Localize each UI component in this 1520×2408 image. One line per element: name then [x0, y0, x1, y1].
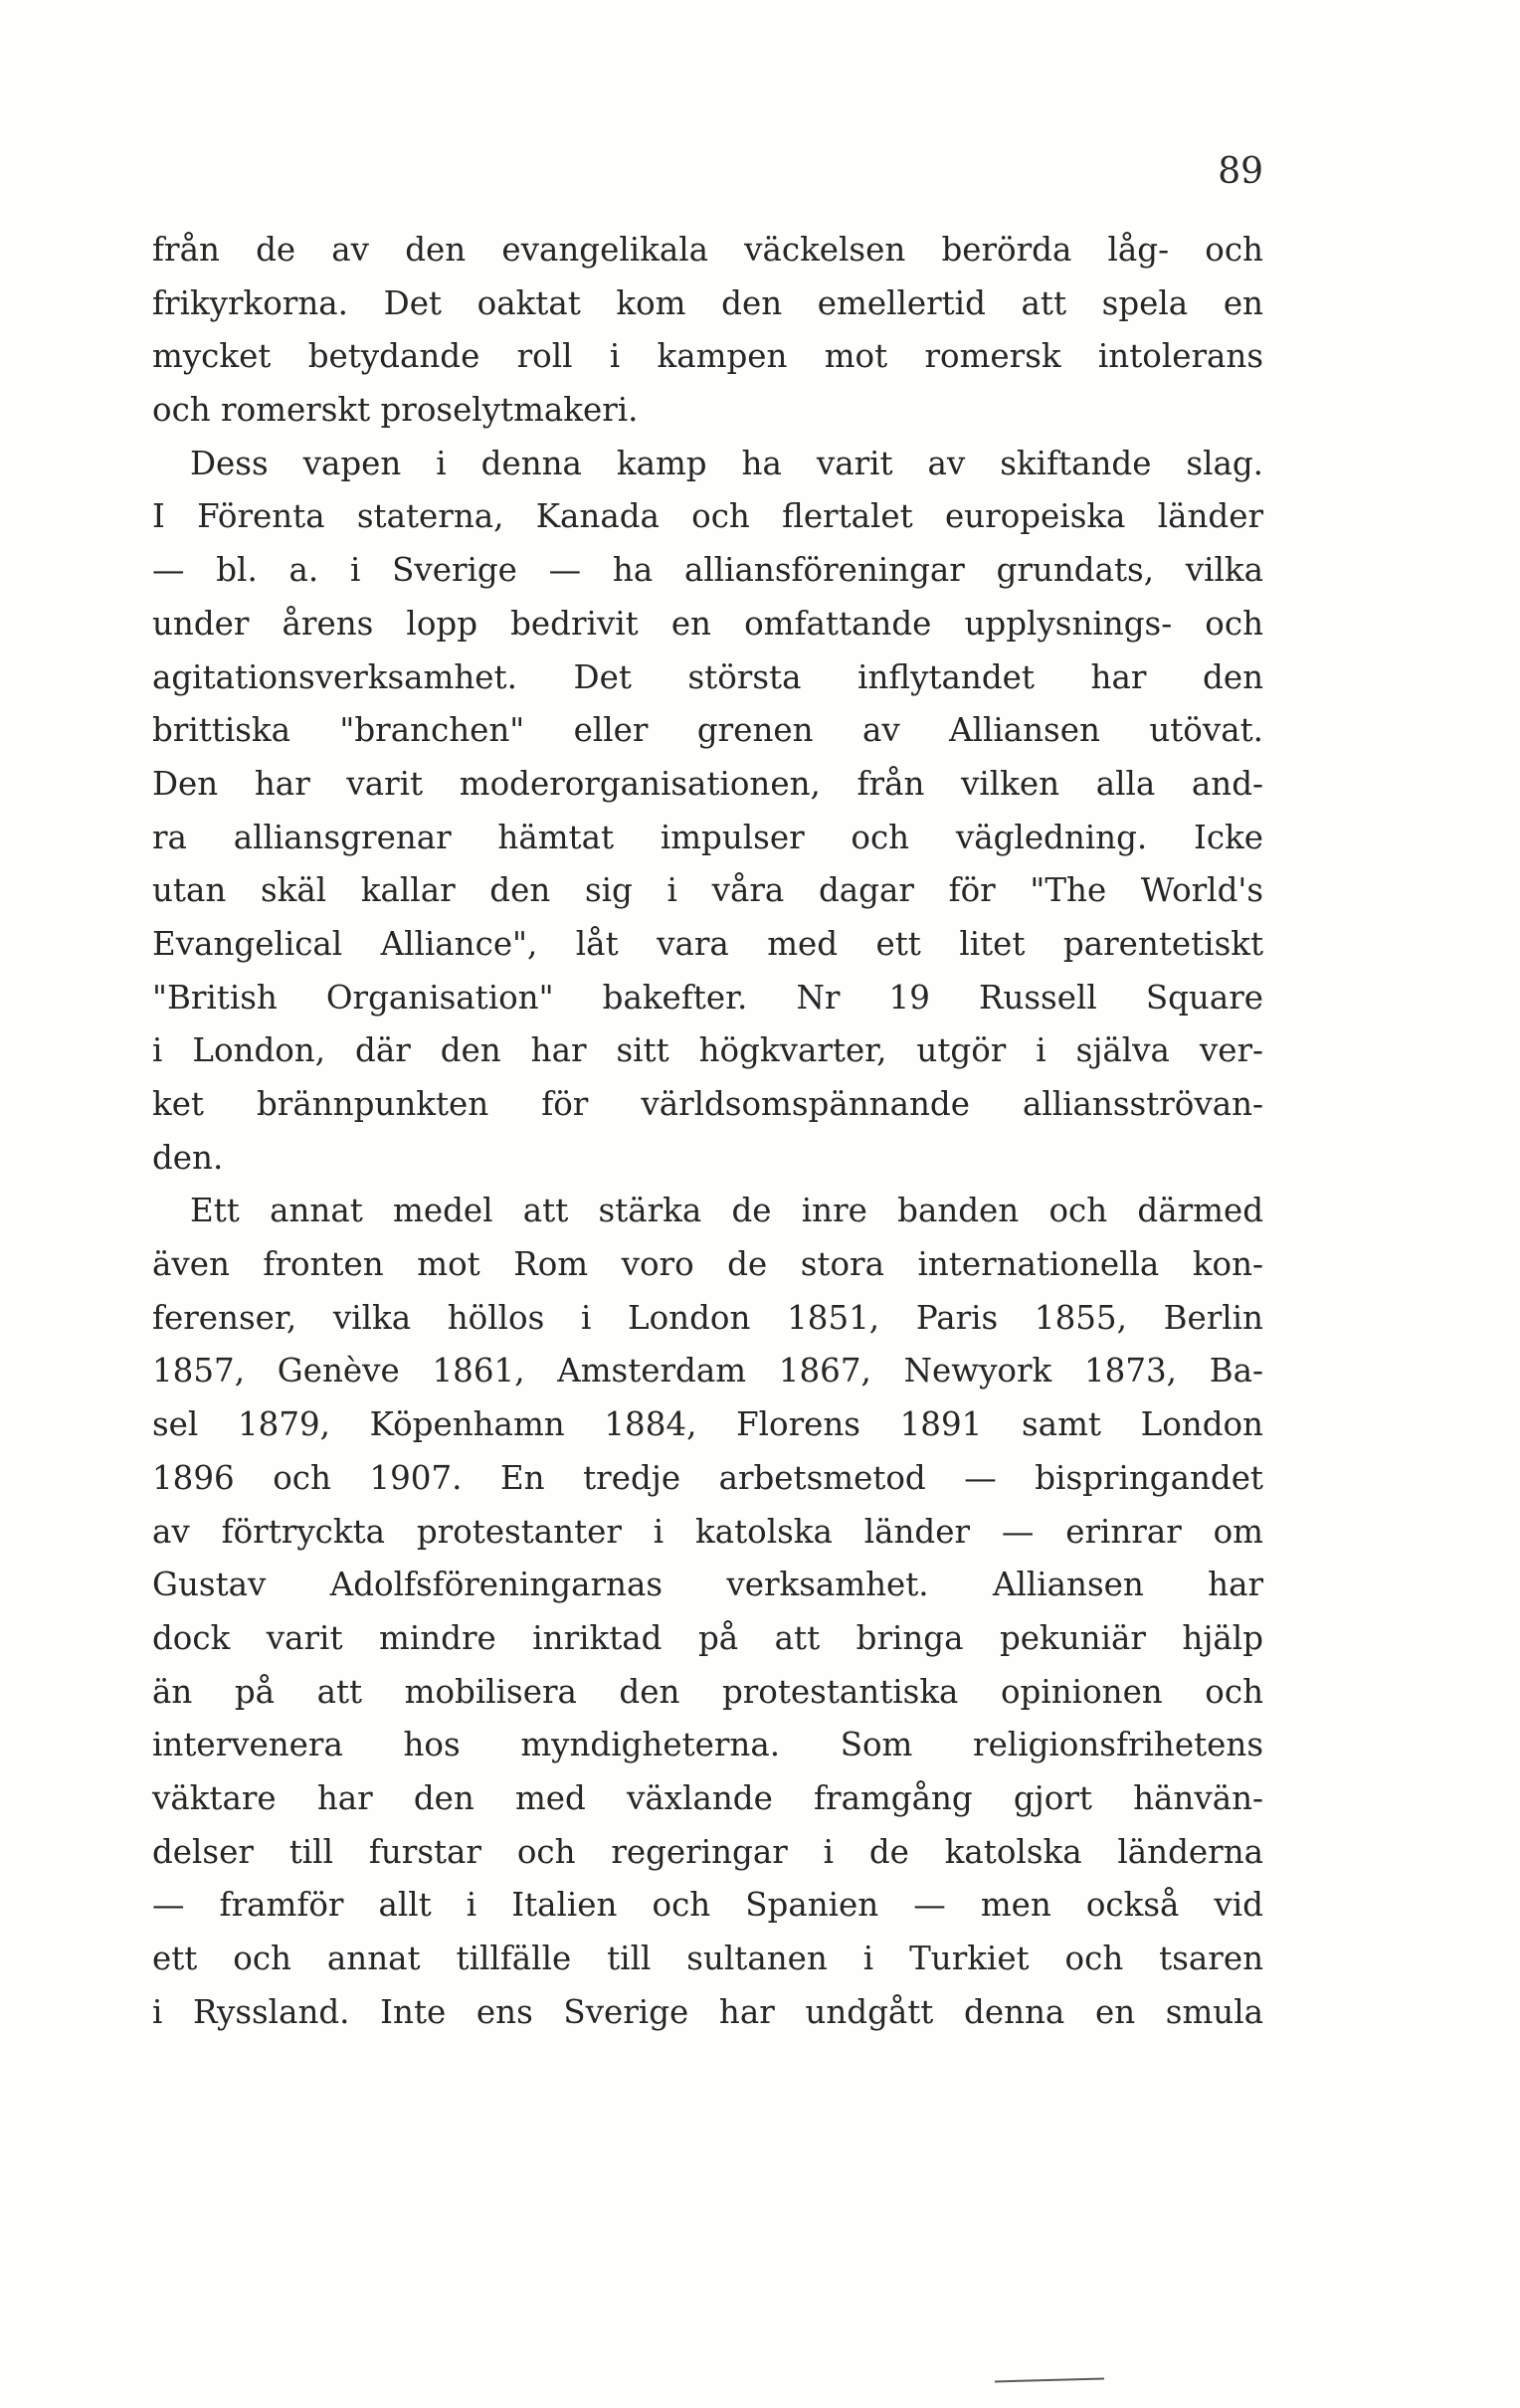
text-line: mycket betydande roll i kampen mot romersk intolerans — [152, 337, 1263, 376]
text-line: brittiska "branchen" eller grenen av Alliansen utövat. — [152, 711, 1263, 750]
body-text — [152, 224, 1263, 2039]
text-line: — framför allt i Italien och Spanien — men också vid — [152, 1886, 1263, 1925]
text-line: frikyrkorna. Det oaktat kom den emellertid att spela en — [152, 283, 1263, 322]
text-line: ra alliansgrenar hämtat impulser och vägledning. Icke — [152, 818, 1263, 856]
scan-mark — [995, 2378, 1104, 2383]
text-line: av förtryckta protestanter i katolska länder — erinrar om — [152, 1512, 1263, 1551]
text-line: än på att mobilisera den protestantiska opinionen och — [152, 1672, 1263, 1711]
text-line: även fronten mot Rom voro de stora internationella kon- — [152, 1245, 1263, 1284]
text-line: Dess vapen i denna kamp ha varit av skiftande slag. — [190, 444, 1263, 482]
text-line: utan skäl kallar den sig i våra dagar för "The World's — [152, 871, 1263, 910]
text-line: ferenser, vilka höllos i London 1851, Paris 1855, Berlin — [152, 1298, 1263, 1337]
text-line: agitationsverksamhet. Det största inflytandet har den — [152, 657, 1263, 696]
text-line: delser till furstar och regeringar i de katolska länderna — [152, 1832, 1263, 1871]
text-line: under årens lopp bedrivit en omfattande upplysnings- och — [152, 604, 1263, 643]
text-line: sel 1879, Köpenhamn 1884, Florens 1891 samt London — [152, 1405, 1263, 1444]
text-line: väktare har den med växlande framgång gjort hänvän- — [152, 1778, 1263, 1817]
text-line: I Förenta staterna, Kanada och flertalet europeiska länder — [152, 497, 1263, 536]
text-line: Gustav Adolfsföreningarnas verksamhet. Alliansen har — [152, 1566, 1263, 1604]
text-line: den. — [152, 1138, 224, 1177]
text-line: intervenera hos myndigheterna. Som religionsfrihetens — [152, 1726, 1263, 1764]
text-line: från de av den evangelikala väckelsen berörda låg- och — [152, 231, 1263, 269]
text-line: Evangelical Alliance", låt vara med ett litet parentetiskt — [152, 924, 1263, 963]
page-number: 89 — [1218, 151, 1263, 192]
text-line: i London, där den har sitt högkvarter, utgör i själva ver- — [152, 1031, 1263, 1070]
text-line: i Ryssland. Inte ens Sverige har undgått denna en smula — [152, 1992, 1263, 2031]
text-line: 1896 och 1907. En tredje arbetsmetod — bispringandet — [152, 1458, 1263, 1497]
text-line: ket brännpunkten för världsomspännande alliansströvan- — [152, 1085, 1263, 1123]
text-line: och romerskt proselytmakeri. — [152, 391, 639, 430]
text-line: "British Organisation" bakefter. Nr 19 Russell Square — [152, 978, 1263, 1017]
text-line: ett och annat tillfälle till sultanen i Turkiet och tsaren — [152, 1940, 1263, 1977]
text-line: Den har varit moderorganisationen, från vilken alla and- — [152, 764, 1263, 803]
text-line: — bl. a. i Sverige — ha alliansföreningar grundats, vilka — [152, 551, 1263, 590]
text-line: Ett annat medel att stärka de inre banden och därmed — [190, 1192, 1263, 1230]
text-line: dock varit mindre inriktad på att bringa pekuniär hjälp — [152, 1618, 1263, 1657]
text-line: 1857, Genève 1861, Amsterdam 1867, Newyork 1873, Ba- — [152, 1352, 1263, 1390]
